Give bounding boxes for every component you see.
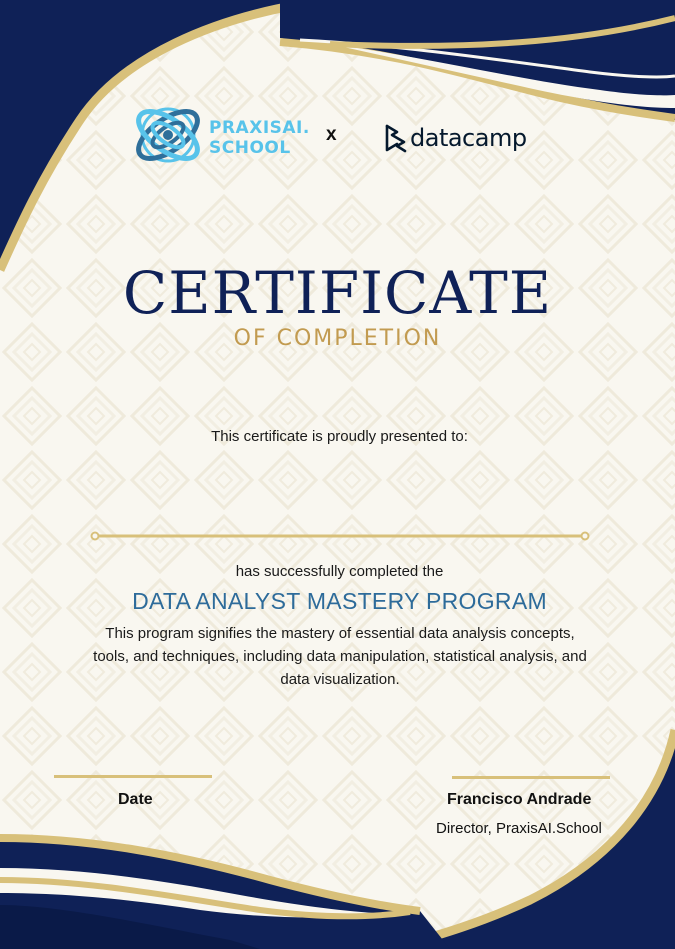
signer-title: Director, PraxisAI.School <box>436 820 602 837</box>
date-label: Date <box>118 791 153 808</box>
program-description: This program signifies the mastery of essential data analysis concepts, tools, and techniques, including data manipulation, statistical analysis, and data visualization. <box>93 625 587 688</box>
certificate-title: CERTIFICATE <box>122 259 553 327</box>
program-title: DATA ANALYST MASTERY PROGRAM <box>132 588 547 614</box>
datacamp-logo-icon <box>384 124 408 154</box>
praxis-wordmark-line2: SCHOOL <box>209 138 291 158</box>
completion-text: has successfully completed the <box>235 563 444 580</box>
partner-separator: x <box>326 124 337 145</box>
signer-name: Francisco Andrade <box>447 791 592 808</box>
director-signature-line <box>452 776 610 779</box>
presented-to-text: This certificate is proudly presented to: <box>211 428 468 445</box>
certificate-subtitle: OF COMPLETION <box>233 326 442 351</box>
date-signature-line <box>54 775 212 778</box>
praxisai-logo-icon <box>128 96 208 174</box>
praxis-wordmark-line1: PRAXISAI. <box>209 118 310 138</box>
recipient-name-line <box>90 530 590 542</box>
datacamp-wordmark: datacamp <box>410 124 527 152</box>
praxisai-wordmark <box>209 118 310 158</box>
